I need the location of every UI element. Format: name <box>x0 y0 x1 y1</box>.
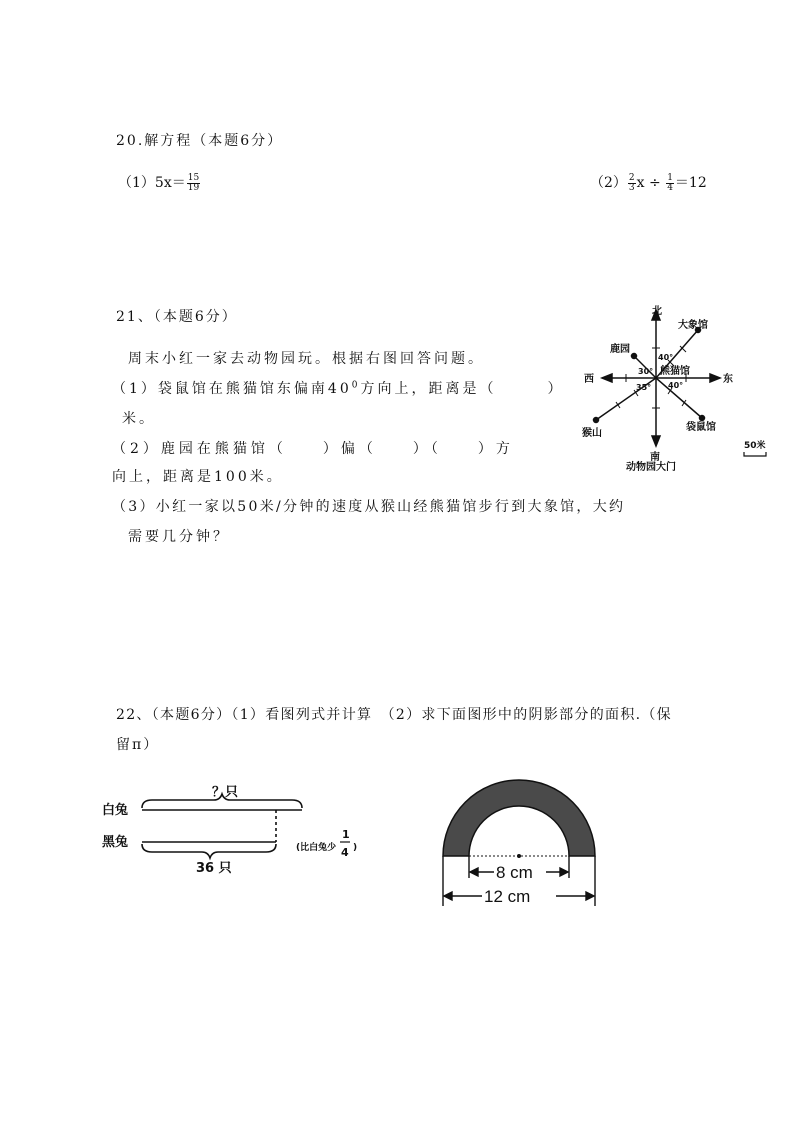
rabbit-note-denominator: 4 <box>341 846 349 859</box>
black-rabbit-count: 36 只 <box>196 861 232 876</box>
semi-annulus-figure <box>436 776 606 912</box>
map-south-label: 南 <box>650 452 660 463</box>
black-rabbit-label: 黑兔 <box>102 835 129 850</box>
eq2-fraction-1: $\frac{2}{3}$ <box>628 172 635 193</box>
q20-equation-2 <box>590 172 707 193</box>
rabbit-note-prefix: (比白兔少 <box>296 843 337 853</box>
map-east-label: 东 <box>723 374 733 385</box>
q21-part1: （1）袋鼠馆在熊猫馆东偏南$40^0$方向上，距离是（ ） <box>112 380 565 397</box>
q20-title: 20.解方程（本题6分） <box>116 133 284 149</box>
map-angle-40-north: 40° <box>658 353 674 362</box>
q20-equation-1 <box>118 172 201 193</box>
eq1-text: （1）5x＝ <box>118 175 186 191</box>
map-angle-40-east: 40° <box>668 381 684 390</box>
white-rabbit-label: 白兔 <box>102 803 129 818</box>
map-panda-label: 熊猫馆 <box>660 366 690 377</box>
q21-part1-unit: 米。 <box>122 411 156 427</box>
map-scale-label: 50米 <box>744 441 766 451</box>
eq2-mid: x ÷ <box>636 175 666 191</box>
map-gate-label: 动物园大门 <box>626 462 676 473</box>
eq2-suffix: ＝12 <box>674 175 707 191</box>
rabbit-diagram <box>96 776 386 886</box>
eq2-fraction-2: $\frac{1}{4}$ <box>667 172 673 193</box>
q22-line1: 22、（本题6分）（1）看图列式并计算 （2）求下面图形中的阴影部分的面积.（保 <box>116 707 672 723</box>
rabbit-note-numerator: 1 <box>342 828 350 841</box>
outer-diameter-label: 12 cm <box>484 887 531 906</box>
map-monkey-label: 猴山 <box>582 428 602 439</box>
map-deer-label: 鹿园 <box>610 344 630 355</box>
map-kangaroo-label: 袋鼠馆 <box>686 422 716 433</box>
q21-part3-cont: 需要几分钟？ <box>128 529 230 545</box>
rabbit-note-suffix: ) <box>353 843 358 853</box>
map-elephant-label: 大象馆 <box>678 320 708 331</box>
map-north-label: 北 <box>652 306 662 317</box>
white-rabbit-question: ？只 <box>212 785 239 800</box>
inner-diameter-label: 8 cm <box>496 863 533 882</box>
q21-intro: 周末小红一家去动物园玩。根据右图回答问题。 <box>128 351 485 367</box>
eq2-prefix: （2） <box>590 175 627 191</box>
q22-line2: 留π） <box>116 737 160 753</box>
map-angle-35: 35° <box>636 383 652 392</box>
map-west-label: 西 <box>584 374 594 385</box>
q21-part3: （3）小红一家以50米/分钟的速度从猴山经熊猫馆步行到大象馆，大约 <box>112 499 626 515</box>
map-scale <box>742 438 772 462</box>
eq1-fraction: $\frac{15}{19}$ <box>187 172 200 193</box>
q21-part2: （2）鹿园在熊猫馆（ ）偏（ ）（ ）方 <box>112 441 514 457</box>
q21-part2-cont: 向上，距离是100米。 <box>112 469 284 485</box>
q21-title: 21、（本题6分） <box>116 309 238 325</box>
map-angle-30: 30° <box>638 367 654 376</box>
